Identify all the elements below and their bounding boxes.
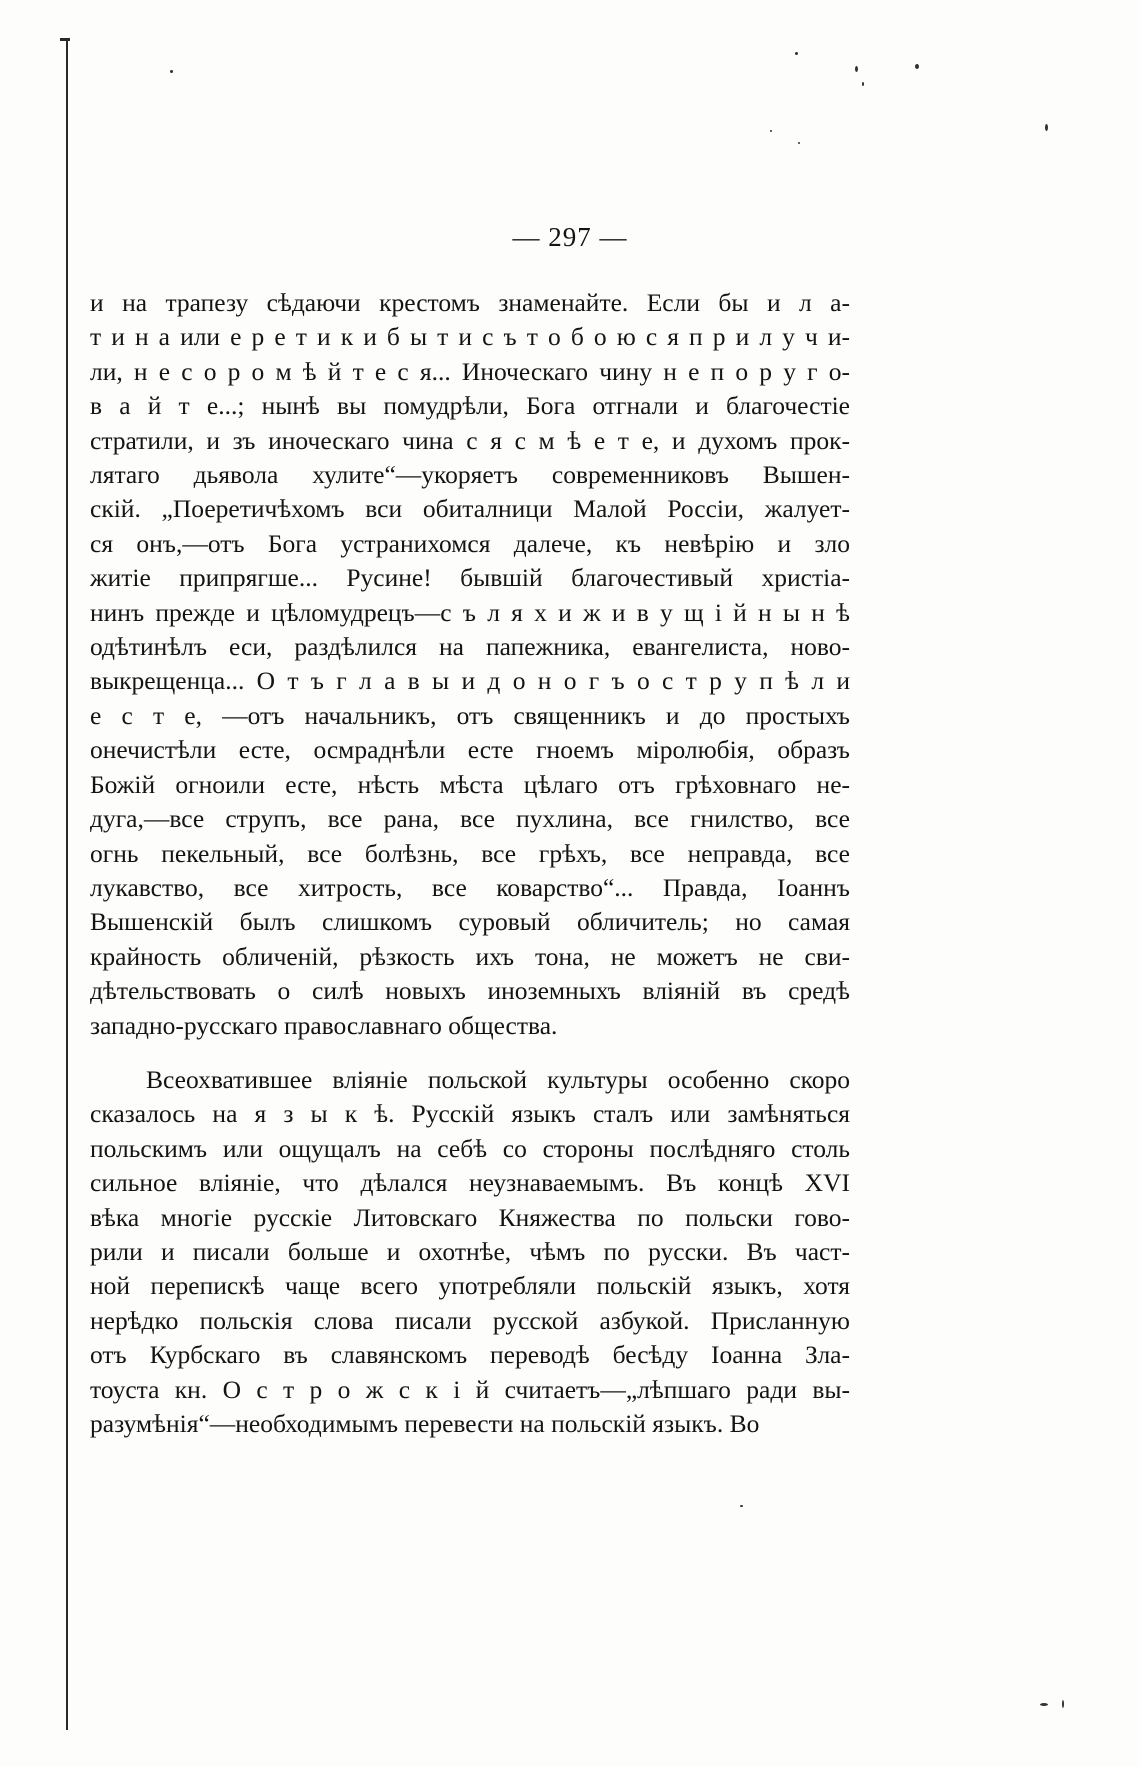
text-line: западно-русскаго православнаго общества. xyxy=(90,1010,558,1040)
scan-speck xyxy=(170,70,173,73)
text-line: нинъ прежде и цѣломудрецъ—с ъ л я х и ж и в у щ і й н ы н ѣ xyxy=(90,597,850,627)
text-line: польскимъ или ощущалъ на себѣ со стороны послѣдняго столь xyxy=(90,1133,850,1163)
body-text xyxy=(90,286,850,1441)
text-line: сказалось на я з ы к ѣ. Русскій языкъ сталъ или замѣняться xyxy=(90,1099,850,1129)
text-line: тоуста кн. О с т р о ж с к і й считаетъ—„лѣпшаго ради вы- xyxy=(90,1374,850,1404)
text-line: ной перепискѣ чаще всего употребляли польскій языкъ, хотя xyxy=(90,1271,850,1301)
text-line: отъ Курбскаго въ славянскомъ переводѣ бесѣду Іоанна Зла- xyxy=(90,1340,850,1370)
text-line: вѣка многіе русскіе Литовскаго Княжества по польски гово- xyxy=(90,1202,850,1232)
text-line: разумѣнія“—необходимымъ перевести на польскій языкъ. Во xyxy=(90,1409,760,1438)
text-line: Божій огноили есте, нѣсть мѣста цѣлаго отъ грѣховнаго не- xyxy=(90,769,850,799)
text-line: т и н а или е р е т и к и б ы т и с ъ т о б о ю с я п р и л у ч и- xyxy=(90,322,850,352)
scan-speck xyxy=(1045,124,1048,131)
scan-speck xyxy=(795,52,798,55)
scan-speck xyxy=(855,66,858,72)
text-line: ли, н е с о р о м ѣ й т е с я... Иноческаго чину н е п о р у г о- xyxy=(90,356,850,386)
scan-speck xyxy=(770,130,772,132)
text-line: огнь пекельный, все болѣзнь, все грѣхъ, все неправда, все xyxy=(90,838,850,868)
text-line: одѣтинѣлъ еси, раздѣлился на папежника, евангелиста, ново- xyxy=(90,632,850,662)
scan-speck xyxy=(862,82,864,86)
text-line: и на трапезу сѣдаючи крестомъ знаменайте. Если бы и л а- xyxy=(90,288,850,317)
text-line: лятаго дьявола хулите“—укоряетъ современниковъ Вышен- xyxy=(90,460,850,490)
scan-speck xyxy=(915,64,919,69)
text-line: сильное вліяніе, что дѣлался неузнаваемымъ. Въ концѣ XVI xyxy=(90,1168,850,1198)
corner-mark xyxy=(60,38,70,41)
text-line: житіе припрягше... Русине! бывшій благочестивый христіа- xyxy=(90,563,850,593)
text-line: нерѣдко польскія слова писали русской азбукой. Присланную xyxy=(90,1305,850,1335)
text-line: Вышенскій былъ слишкомъ суровый обличитель; но самая xyxy=(90,907,850,937)
text-line: дуга,—все струпъ, все рана, все пухлина, все гнилство, все xyxy=(90,804,850,834)
text-line: рили и писали больше и охотнѣе, чѣмъ по русски. Въ част- xyxy=(90,1236,850,1266)
text-line: лукавство, все хитрость, все коварство“... Правда, Іоаннъ xyxy=(90,872,850,902)
page-number: — 297 — xyxy=(512,222,628,252)
text-line: онечистѣли есте, осмраднѣли есте гноемъ міролюбія, образъ xyxy=(90,735,850,765)
paragraph-gap xyxy=(90,1043,850,1063)
scan-speck xyxy=(740,1505,743,1507)
binding-edge xyxy=(66,40,68,1730)
paragraph xyxy=(90,286,850,1043)
scan-speck xyxy=(1062,1700,1064,1708)
text-line: е с т е, —отъ начальникъ, отъ священникъ и до простыхъ xyxy=(90,700,850,730)
scan-speck xyxy=(798,142,800,144)
text-line: ся онъ,—отъ Бога устранихомся далече, къ невѣрію и зло xyxy=(90,528,850,558)
text-line: крайность обличеній, рѣзкость ихъ тона, не можетъ не сви- xyxy=(90,941,850,971)
scan-speck xyxy=(1040,1703,1048,1706)
text-line: Всеохватившее вліяніе польской культуры особенно скоро xyxy=(146,1064,850,1094)
paragraph xyxy=(90,1063,850,1441)
text-line: выкрещенца... О т ъ г л а в ы и д о н о г ъ о с т р у п ѣ л и xyxy=(90,666,850,696)
text-line: дѣтельствовать о силѣ новыхъ иноземныхъ вліяній въ средѣ xyxy=(90,976,850,1006)
text-line: в а й т е...; нынѣ вы помудрѣли, Бога отгнали и благочестіе xyxy=(90,391,850,421)
text-line: стратили, и зъ иноческаго чина с я с м ѣ е т е, и духомъ прок- xyxy=(90,425,850,455)
text-line: скій. „Поеретичѣхомъ вси обиталници Малой Россіи, жалует- xyxy=(90,494,850,524)
